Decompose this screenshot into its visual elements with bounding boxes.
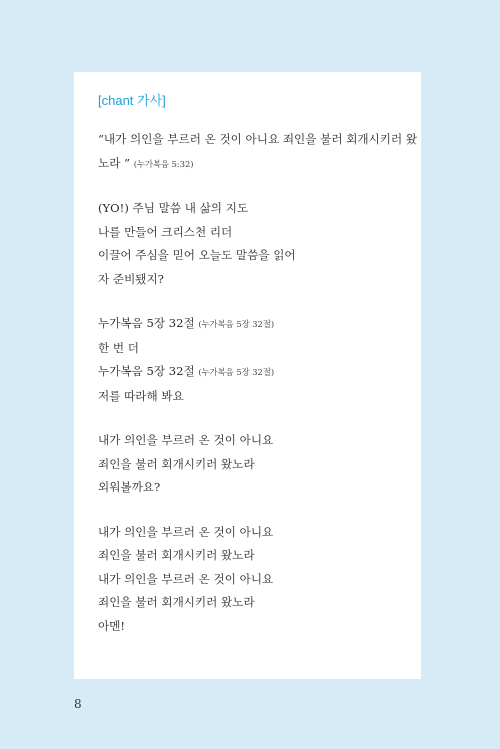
lyric-line xyxy=(98,453,421,477)
section-heading: [chant 가사] xyxy=(98,93,166,108)
lyric-text: 누가복음 5장 32절 xyxy=(98,364,195,378)
lyric-line xyxy=(98,476,421,500)
stanza-1 xyxy=(98,128,421,176)
stanza-4 xyxy=(98,429,421,500)
lyric-text: 이끌어 주심을 믿어 오늘도 말씀을 읽어 xyxy=(98,248,296,262)
lyric-text: 노라 ” xyxy=(98,155,131,170)
lyric-text: 나를 만들어 크리스천 리더 xyxy=(98,224,233,239)
lyric-text: 저를 따라해 봐요 xyxy=(98,388,184,403)
lyric-line xyxy=(98,615,421,639)
lyric-text: 죄인을 불러 회개시키러 왔노라 xyxy=(98,456,255,471)
lyric-text: 죄인을 불러 회개시키러 왔노라 xyxy=(98,548,255,562)
lyric-line xyxy=(98,544,421,568)
lyric-line xyxy=(98,312,421,337)
stanza-3 xyxy=(98,312,421,408)
lyric-line xyxy=(98,268,421,292)
verse-reference: (누가복음 5:32) xyxy=(133,158,194,169)
stanza-2 xyxy=(98,197,421,291)
lyric-line xyxy=(98,128,421,152)
lyric-line xyxy=(98,568,421,592)
lyric-line xyxy=(98,221,421,245)
lyric-line xyxy=(98,152,421,177)
lyric-line xyxy=(98,591,421,615)
lyric-line xyxy=(98,521,421,545)
lyric-text: “내가 의인을 부르러 온 것이 아니요 죄인을 불러 회개시키러 왔 xyxy=(98,132,418,146)
lyric-text: 한 번 더 xyxy=(98,340,139,355)
lyric-text: 내가 의인을 부르러 온 것이 아니요 xyxy=(98,433,274,447)
lyric-text: 외워볼까요? xyxy=(98,480,161,494)
lyric-text: 누가복음 5장 32절 xyxy=(98,316,195,330)
lyric-text: 아멘! xyxy=(98,618,126,633)
lyric-line xyxy=(98,360,421,385)
lyric-line xyxy=(98,244,421,268)
verse-reference: (누가복음 5장 32절) xyxy=(198,319,275,329)
lyric-text: 자 준비됐지? xyxy=(98,271,164,286)
stanza-5 xyxy=(98,521,421,639)
lyric-text: (YO!) 주님 말씀 내 삶의 지도 xyxy=(98,201,249,215)
lyric-text: 죄인을 불러 회개시키러 왔노라 xyxy=(98,595,255,609)
verse-reference: (누가복음 5장 32절) xyxy=(198,367,275,377)
lyric-text: 내가 의인을 부르러 온 것이 아니요 xyxy=(98,524,274,539)
lyrics-card xyxy=(74,72,421,679)
page-number: 8 xyxy=(74,697,82,711)
lyric-line xyxy=(98,337,421,361)
lyric-line xyxy=(98,429,421,453)
lyric-text: 내가 의인을 부르러 온 것이 아니요 xyxy=(98,571,274,586)
lyric-line xyxy=(98,385,421,409)
lyric-line xyxy=(98,197,421,221)
